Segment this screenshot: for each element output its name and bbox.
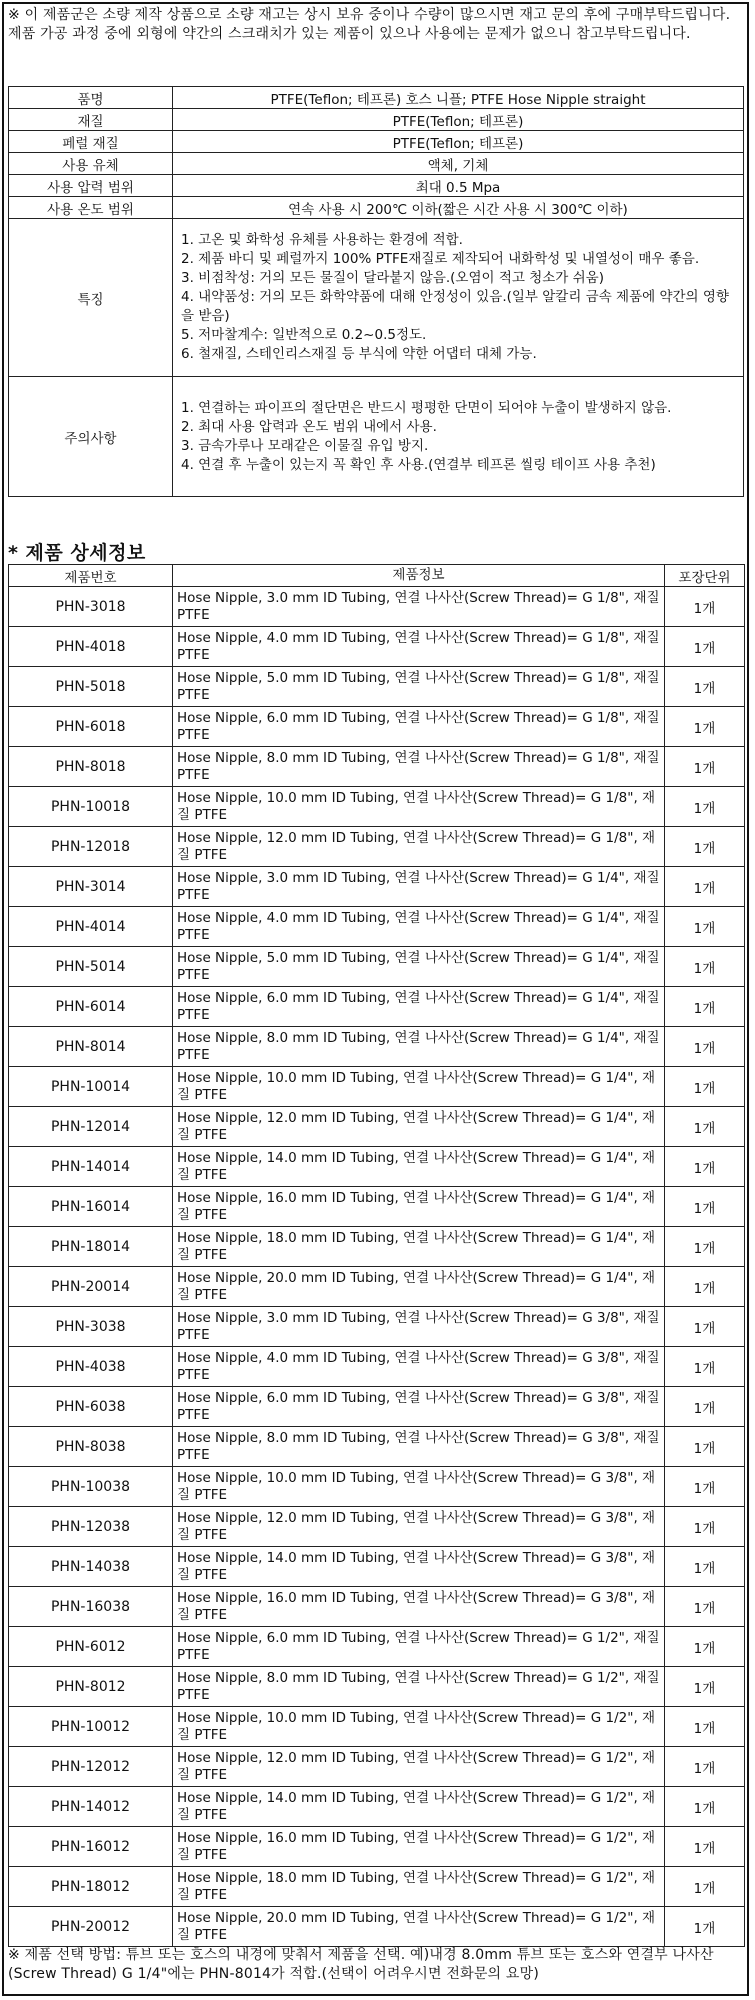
feature-line: 5. 저마찰계수: 일반적으로 0.2~0.5정도. [181, 327, 427, 343]
pack-unit: 1개 [665, 1467, 745, 1507]
product-info: Hose Nipple, 12.0 mm ID Tubing, 연결 나사산(Screw Thread)= G 1/8", 재질 PTFE [173, 827, 665, 867]
spec-row-temperature [9, 197, 744, 219]
spec-key: 품명 [9, 87, 173, 109]
spec-row-fluid [9, 153, 744, 175]
spec-table [8, 86, 744, 497]
table-row [9, 1787, 745, 1827]
part-number: PHN-5014 [9, 947, 173, 987]
part-number: PHN-12018 [9, 827, 173, 867]
pack-unit: 1개 [665, 667, 745, 707]
caution-line: 2. 최대 사용 압력과 온도 범위 내에서 사용. [181, 418, 437, 435]
pack-unit: 1개 [665, 1067, 745, 1107]
table-row [9, 1267, 745, 1307]
header-product-info: 제품정보 [173, 565, 665, 587]
pack-unit: 1개 [665, 987, 745, 1027]
pack-unit: 1개 [665, 1587, 745, 1627]
part-number: PHN-3038 [9, 1307, 173, 1347]
table-row [9, 1107, 745, 1147]
table-row [9, 707, 745, 747]
product-section-title: * 제품 상세정보 [8, 542, 146, 564]
pack-unit: 1개 [665, 947, 745, 987]
spec-row-name [9, 87, 744, 109]
product-info: Hose Nipple, 12.0 mm ID Tubing, 연결 나사산(Screw Thread)= G 3/8", 재질 PTFE [173, 1507, 665, 1547]
header-part-number: 제품번호 [9, 565, 173, 587]
product-info: Hose Nipple, 12.0 mm ID Tubing, 연결 나사산(Screw Thread)= G 1/2", 재질 PTFE [173, 1747, 665, 1787]
table-row [9, 1587, 745, 1627]
product-rows [9, 587, 745, 1947]
product-info: Hose Nipple, 5.0 mm ID Tubing, 연결 나사산(Screw Thread)= G 1/4", 재질 PTFE [173, 947, 665, 987]
table-row [9, 1467, 745, 1507]
pack-unit: 1개 [665, 1707, 745, 1747]
cautions-key: 주의사항 [9, 377, 173, 497]
product-header-row [9, 565, 745, 587]
spec-row-features [9, 219, 744, 377]
part-number: PHN-4038 [9, 1347, 173, 1387]
product-info: Hose Nipple, 4.0 mm ID Tubing, 연결 나사산(Screw Thread)= G 3/8", 재질 PTFE [173, 1347, 665, 1387]
pack-unit: 1개 [665, 1547, 745, 1587]
part-number: PHN-10014 [9, 1067, 173, 1107]
product-info: Hose Nipple, 8.0 mm ID Tubing, 연결 나사산(Screw Thread)= G 1/8", 재질 PTFE [173, 747, 665, 787]
pack-unit: 1개 [665, 1387, 745, 1427]
pack-unit: 1개 [665, 1347, 745, 1387]
table-row [9, 1147, 745, 1187]
pack-unit: 1개 [665, 787, 745, 827]
table-row [9, 1187, 745, 1227]
part-number: PHN-14012 [9, 1787, 173, 1827]
product-info: Hose Nipple, 4.0 mm ID Tubing, 연결 나사산(Screw Thread)= G 1/4", 재질 PTFE [173, 907, 665, 947]
product-info: Hose Nipple, 14.0 mm ID Tubing, 연결 나사산(Screw Thread)= G 1/4", 재질 PTFE [173, 1147, 665, 1187]
pack-unit: 1개 [665, 1307, 745, 1347]
product-info: Hose Nipple, 6.0 mm ID Tubing, 연결 나사산(Screw Thread)= G 1/8", 재질 PTFE [173, 707, 665, 747]
product-info: Hose Nipple, 18.0 mm ID Tubing, 연결 나사산(Screw Thread)= G 1/2", 재질 PTFE [173, 1867, 665, 1907]
table-row [9, 867, 745, 907]
product-info: Hose Nipple, 4.0 mm ID Tubing, 연결 나사산(Screw Thread)= G 1/8", 재질 PTFE [173, 627, 665, 667]
pack-unit: 1개 [665, 1427, 745, 1467]
pack-unit: 1개 [665, 1867, 745, 1907]
table-row [9, 1227, 745, 1267]
product-info: Hose Nipple, 16.0 mm ID Tubing, 연결 나사산(Screw Thread)= G 1/4", 재질 PTFE [173, 1187, 665, 1227]
table-row [9, 1347, 745, 1387]
table-row [9, 827, 745, 867]
pack-unit: 1개 [665, 867, 745, 907]
part-number: PHN-8014 [9, 1027, 173, 1067]
pack-unit: 1개 [665, 1787, 745, 1827]
header-pack-unit: 포장단위 [665, 565, 745, 587]
part-number: PHN-14038 [9, 1547, 173, 1587]
part-number: PHN-18012 [9, 1867, 173, 1907]
product-info: Hose Nipple, 20.0 mm ID Tubing, 연결 나사산(Screw Thread)= G 1/2", 재질 PTFE [173, 1907, 665, 1947]
part-number: PHN-6014 [9, 987, 173, 1027]
part-number: PHN-16012 [9, 1827, 173, 1867]
part-number: PHN-8038 [9, 1427, 173, 1467]
table-row [9, 627, 745, 667]
part-number: PHN-12012 [9, 1747, 173, 1787]
part-number: PHN-16014 [9, 1187, 173, 1227]
product-info: Hose Nipple, 16.0 mm ID Tubing, 연결 나사산(Screw Thread)= G 3/8", 재질 PTFE [173, 1587, 665, 1627]
table-row [9, 1387, 745, 1427]
caution-line: 4. 연결 후 누출이 있는지 꼭 확인 후 사용.(연결부 테프론 씰링 테이프 사용 추천) [181, 456, 656, 473]
table-row [9, 1667, 745, 1707]
product-info: Hose Nipple, 8.0 mm ID Tubing, 연결 나사산(Screw Thread)= G 3/8", 재질 PTFE [173, 1427, 665, 1467]
product-info: Hose Nipple, 16.0 mm ID Tubing, 연결 나사산(Screw Thread)= G 1/2", 재질 PTFE [173, 1827, 665, 1867]
part-number: PHN-8018 [9, 747, 173, 787]
spec-key: 사용 온도 범위 [9, 197, 173, 219]
table-row [9, 667, 745, 707]
features-list [173, 219, 744, 377]
caution-line: 3. 금속가루나 모래같은 이물질 유입 방지. [181, 437, 429, 454]
table-row [9, 907, 745, 947]
part-number: PHN-12038 [9, 1507, 173, 1547]
spec-key: 사용 압력 범위 [9, 175, 173, 197]
part-number: PHN-20012 [9, 1907, 173, 1947]
pack-unit: 1개 [665, 1747, 745, 1787]
spec-value: 최대 0.5 Mpa [173, 175, 744, 197]
pack-unit: 1개 [665, 907, 745, 947]
spec-value: 연속 사용 시 200℃ 이하(짧은 시간 사용 시 300℃ 이하) [173, 197, 744, 219]
part-number: PHN-3014 [9, 867, 173, 907]
product-info: Hose Nipple, 18.0 mm ID Tubing, 연결 나사산(Screw Thread)= G 1/4", 재질 PTFE [173, 1227, 665, 1267]
table-row [9, 1627, 745, 1667]
table-row [9, 1507, 745, 1547]
pack-unit: 1개 [665, 1027, 745, 1067]
stock-notice: ※ 이 제품군은 소량 제작 상품으로 소량 재고는 상시 보유 중이나 수량이 많으시면 재고 문의 후에 구매부탁드립니다. 제품 가공 과정 중에 외형에 약간의 스크래치가 있는 제품이 있으나 사용에는 문제가 없으니 참고부탁드립니다. [8, 7, 731, 42]
part-number: PHN-16038 [9, 1587, 173, 1627]
feature-line: 3. 비점착성: 거의 모든 물질이 달라붙지 않음.(오염이 적고 청소가 쉬움) [181, 270, 604, 286]
table-row [9, 1307, 745, 1347]
product-info: Hose Nipple, 10.0 mm ID Tubing, 연결 나사산(Screw Thread)= G 1/8", 재질 PTFE [173, 787, 665, 827]
product-info: Hose Nipple, 14.0 mm ID Tubing, 연결 나사산(Screw Thread)= G 3/8", 재질 PTFE [173, 1547, 665, 1587]
product-info: Hose Nipple, 6.0 mm ID Tubing, 연결 나사산(Screw Thread)= G 1/4", 재질 PTFE [173, 987, 665, 1027]
spec-value: 액체, 기체 [173, 153, 744, 175]
table-row [9, 1827, 745, 1867]
part-number: PHN-4014 [9, 907, 173, 947]
part-number: PHN-12014 [9, 1107, 173, 1147]
table-row [9, 1067, 745, 1107]
part-number: PHN-18014 [9, 1227, 173, 1267]
spec-key: 사용 유체 [9, 153, 173, 175]
product-info: Hose Nipple, 10.0 mm ID Tubing, 연결 나사산(Screw Thread)= G 1/4", 재질 PTFE [173, 1067, 665, 1107]
product-info: Hose Nipple, 20.0 mm ID Tubing, 연결 나사산(Screw Thread)= G 1/4", 재질 PTFE [173, 1267, 665, 1307]
product-info: Hose Nipple, 6.0 mm ID Tubing, 연결 나사산(Screw Thread)= G 1/2", 재질 PTFE [173, 1627, 665, 1667]
product-info: Hose Nipple, 14.0 mm ID Tubing, 연결 나사산(Screw Thread)= G 1/2", 재질 PTFE [173, 1787, 665, 1827]
selection-guide-note: ※ 제품 선택 방법: 튜브 또는 호스의 내경에 맞춰서 제품을 선택. 예)내경 8.0mm 튜브 또는 호스와 연결부 나사산(Screw Thread) G 1/4"에는 PHN-8014가 적합.(선택이 어려우시면 전화문의 요망) [8, 1947, 714, 1982]
part-number: PHN-10018 [9, 787, 173, 827]
spec-key: 재질 [9, 109, 173, 131]
pack-unit: 1개 [665, 1227, 745, 1267]
product-info: Hose Nipple, 12.0 mm ID Tubing, 연결 나사산(Screw Thread)= G 1/4", 재질 PTFE [173, 1107, 665, 1147]
part-number: PHN-10012 [9, 1707, 173, 1747]
cautions-list [173, 377, 744, 497]
table-row [9, 1427, 745, 1467]
part-number: PHN-3018 [9, 587, 173, 627]
pack-unit: 1개 [665, 1907, 745, 1947]
spec-row-pressure [9, 175, 744, 197]
part-number: PHN-20014 [9, 1267, 173, 1307]
table-row [9, 1547, 745, 1587]
pack-unit: 1개 [665, 1107, 745, 1147]
product-info: Hose Nipple, 10.0 mm ID Tubing, 연결 나사산(Screw Thread)= G 1/2", 재질 PTFE [173, 1707, 665, 1747]
pack-unit: 1개 [665, 1667, 745, 1707]
table-row [9, 1867, 745, 1907]
spec-row-ferrule [9, 131, 744, 153]
pack-unit: 1개 [665, 827, 745, 867]
pack-unit: 1개 [665, 1267, 745, 1307]
product-info: Hose Nipple, 8.0 mm ID Tubing, 연결 나사산(Screw Thread)= G 1/2", 재질 PTFE [173, 1667, 665, 1707]
feature-line: 6. 철재질, 스테인리스재질 등 부식에 약한 어댑터 대체 가능. [181, 346, 537, 362]
product-info: Hose Nipple, 3.0 mm ID Tubing, 연결 나사산(Screw Thread)= G 1/8", 재질 PTFE [173, 587, 665, 627]
product-info: Hose Nipple, 8.0 mm ID Tubing, 연결 나사산(Screw Thread)= G 1/4", 재질 PTFE [173, 1027, 665, 1067]
table-row [9, 1027, 745, 1067]
pack-unit: 1개 [665, 1147, 745, 1187]
spec-row-cautions [9, 377, 744, 497]
part-number: PHN-14014 [9, 1147, 173, 1187]
part-number: PHN-4018 [9, 627, 173, 667]
pack-unit: 1개 [665, 587, 745, 627]
spec-value: PTFE(Teflon; 테프론) 호스 니플; PTFE Hose Nipple straight [173, 87, 744, 109]
product-table [8, 564, 745, 1947]
table-row [9, 987, 745, 1027]
spec-value: PTFE(Teflon; 테프론) [173, 109, 744, 131]
table-row [9, 1907, 745, 1947]
part-number: PHN-6018 [9, 707, 173, 747]
table-row [9, 787, 745, 827]
table-row [9, 747, 745, 787]
pack-unit: 1개 [665, 1507, 745, 1547]
part-number: PHN-10038 [9, 1467, 173, 1507]
feature-line: 1. 고온 및 화학성 유체를 사용하는 환경에 적합. [181, 232, 463, 248]
product-info: Hose Nipple, 3.0 mm ID Tubing, 연결 나사산(Screw Thread)= G 3/8", 재질 PTFE [173, 1307, 665, 1347]
caution-line: 1. 연결하는 파이프의 절단면은 반드시 평평한 단면이 되어야 누출이 발생하지 않음. [181, 399, 672, 416]
table-row [9, 1747, 745, 1787]
feature-line: 4. 내약품성: 거의 모든 화학약품에 대해 안정성이 있음.(일부 알칼리 금속 제품에 약간의 영향을 받음) [181, 289, 729, 324]
features-key: 특징 [9, 219, 173, 377]
part-number: PHN-5018 [9, 667, 173, 707]
spec-row-material [9, 109, 744, 131]
pack-unit: 1개 [665, 707, 745, 747]
pack-unit: 1개 [665, 1827, 745, 1867]
part-number: PHN-8012 [9, 1667, 173, 1707]
table-row [9, 1707, 745, 1747]
part-number: PHN-6012 [9, 1627, 173, 1667]
feature-line: 2. 제품 바디 및 페럴까지 100% PTFE재질로 제작되어 내화학성 및 내열성이 매우 좋음. [181, 251, 700, 267]
table-row [9, 587, 745, 627]
pack-unit: 1개 [665, 1627, 745, 1667]
product-info: Hose Nipple, 6.0 mm ID Tubing, 연결 나사산(Screw Thread)= G 3/8", 재질 PTFE [173, 1387, 665, 1427]
part-number: PHN-6038 [9, 1387, 173, 1427]
product-info: Hose Nipple, 3.0 mm ID Tubing, 연결 나사산(Screw Thread)= G 1/4", 재질 PTFE [173, 867, 665, 907]
pack-unit: 1개 [665, 747, 745, 787]
pack-unit: 1개 [665, 1187, 745, 1227]
pack-unit: 1개 [665, 627, 745, 667]
product-info: Hose Nipple, 10.0 mm ID Tubing, 연결 나사산(Screw Thread)= G 3/8", 재질 PTFE [173, 1467, 665, 1507]
spec-key: 페럴 재질 [9, 131, 173, 153]
spec-value: PTFE(Teflon; 테프론) [173, 131, 744, 153]
product-info: Hose Nipple, 5.0 mm ID Tubing, 연결 나사산(Screw Thread)= G 1/8", 재질 PTFE [173, 667, 665, 707]
table-row [9, 947, 745, 987]
